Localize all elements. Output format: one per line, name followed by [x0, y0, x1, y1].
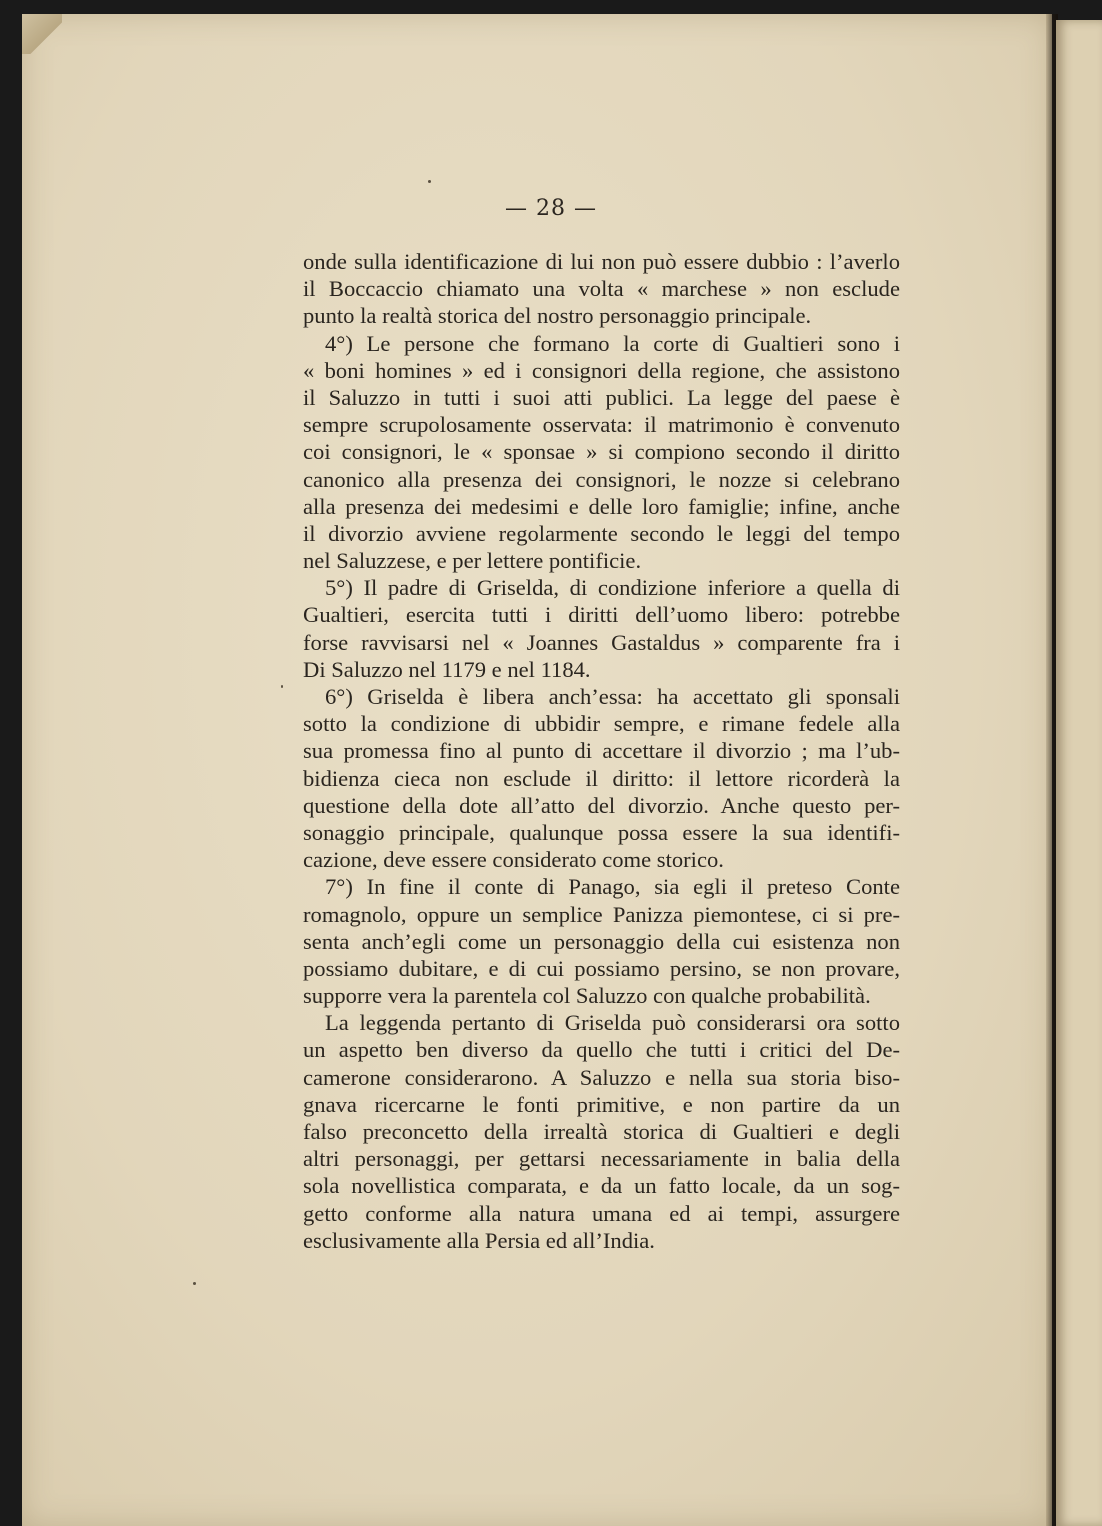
text-line: sempre scrupolosamente osservata: il matrimonio è convenuto: [303, 412, 900, 438]
text-line: camerone considerarono. A Saluzzo e nella sua storia biso-: [303, 1064, 900, 1090]
text-line: 7°) In fine il conte di Panago, sia egli il preteso Conte: [325, 874, 900, 900]
text-line: La leggenda pertanto di Griselda può considerarsi ora sotto: [325, 1010, 900, 1036]
text-line: alla presenza dei medesimi e delle loro famiglie; infine, anche: [303, 493, 900, 519]
ink-speck: [193, 1282, 196, 1285]
text-line: un aspetto ben diverso da quello che tutti i critici del De-: [303, 1037, 900, 1063]
torn-corner: [22, 14, 62, 54]
text-line: il Boccaccio chiamato una volta « marchese » non esclude: [303, 276, 900, 302]
ink-speck: [428, 180, 431, 183]
text-line: cazione, deve essere considerato come storico.: [303, 847, 724, 873]
text-line: canonico alla presenza dei consignori, le nozze si celebrano: [303, 466, 900, 492]
text-line: supporre vera la parentela col Saluzzo con qualche probabilità.: [303, 983, 871, 1009]
text-line: sonaggio principale, qualunque possa essere la sua identifi-: [303, 819, 900, 845]
text-line: 5°) Il padre di Griselda, di condizione inferiore a quella di: [325, 575, 900, 601]
text-line: romagnolo, oppure un semplice Panizza piemontese, ci si pre-: [303, 901, 900, 927]
text-line: Di Saluzzo nel 1179 e nel 1184.: [303, 656, 591, 682]
text-line: esclusivamente alla Persia ed all’India.: [303, 1227, 655, 1253]
text-line: sua promessa fino al punto di accettare il divorzio ; ma l’ub-: [303, 738, 900, 764]
text-line: gnava ricercarne le fonti primitive, e non partire da un: [303, 1091, 900, 1117]
text-line: sotto la condizione di ubbidir sempre, e rimane fedele alla: [303, 711, 900, 737]
text-line: « boni homines » ed i consignori della regione, che assistono: [303, 357, 900, 383]
text-line: coi consignori, le « sponsae » si compiono secondo il diritto: [303, 439, 900, 465]
body-text: [303, 248, 900, 1254]
ink-speck: [281, 685, 283, 688]
text-line: Gualtieri, esercita tutti i diritti dell’uomo libero: potrebbe: [303, 602, 900, 628]
text-line: il Saluzzo in tutti i suoi atti publici. La legge del paese è: [303, 384, 900, 410]
text-line: punto la realtà storica del nostro personaggio principale.: [303, 303, 812, 329]
text-line: onde sulla identificazione di lui non può essere dubbio : l’averlo: [303, 249, 900, 274]
text-line: falso preconcetto della irrealtà storica di Gualtieri e degli: [303, 1119, 900, 1144]
text-line: possiamo dubitare, e di cui possiamo persino, se non provare,: [303, 955, 900, 981]
text-line: senta anch’egli come un personaggio della cui esistenza non: [303, 928, 900, 954]
text-line: altri personaggi, per gettarsi necessariamente in balia della: [303, 1146, 900, 1172]
text-line: 6°) Griselda è libera anch’essa: ha accettato gli sponsali: [325, 684, 900, 709]
text-line: bidienza cieca non esclude il diritto: il lettore ricorderà la: [303, 765, 900, 791]
text-line: sola novellistica comparata, e da un fatto locale, da un sog-: [303, 1173, 900, 1199]
facing-page-edge: [1056, 20, 1102, 1526]
page-number: — 28 —: [505, 196, 597, 221]
text-line: nel Saluzzese, e per lettere pontificie.: [303, 548, 642, 574]
text-line: 4°) Le persone che formano la corte di Gualtieri sono i: [325, 330, 900, 356]
text-line: questione della dote all’atto del divorzio. Anche questo per-: [303, 792, 900, 818]
text-line: forse ravvisarsi nel « Joannes Gastaldus » comparente fra i: [303, 629, 900, 655]
text-line: getto conforme alla natura umana ed ai tempi, assurgere: [303, 1200, 900, 1226]
text-line: il divorzio avviene regolarmente secondo le leggi del tempo: [303, 520, 900, 546]
